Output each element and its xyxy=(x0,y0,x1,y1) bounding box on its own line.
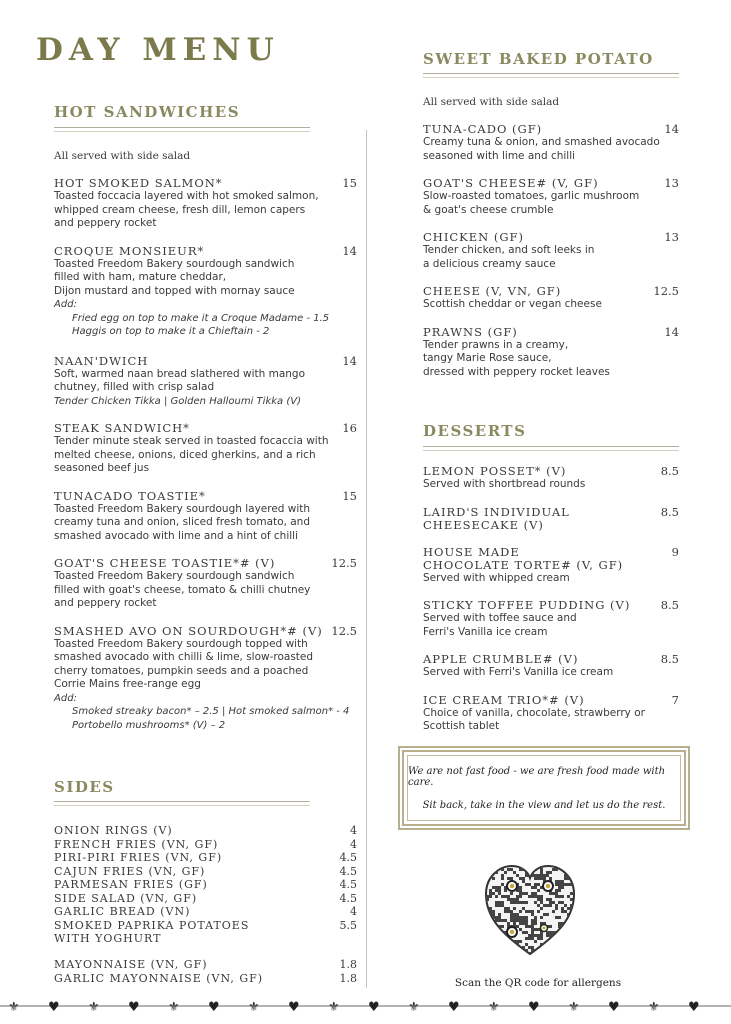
side-item xyxy=(54,878,357,892)
item-description: Toasted Freedom Bakery sourdough sandwich xyxy=(54,570,295,582)
item-variants: Tender Chicken Tikka | Golden Halloumi Tikka (V) xyxy=(54,395,301,407)
item-description: Served with whipped cream xyxy=(423,571,570,584)
item-price: 12.5 xyxy=(331,623,357,638)
item-description: a delicious creamy sauce xyxy=(423,257,556,270)
item-name: SMASHED AVO ON SOURDOUGH*# (V) xyxy=(54,623,323,638)
hot-sandwiches-rule xyxy=(54,127,310,132)
side-item xyxy=(54,824,357,838)
item-name: HOT SMOKED SALMON* xyxy=(54,176,223,190)
item-description: filled with ham, mature cheddar, xyxy=(54,271,227,283)
item-description: seasoned beef jus xyxy=(54,462,150,474)
add-on: Haggis on top to make it a Chieftain - 2 xyxy=(72,326,270,337)
side-item xyxy=(54,838,357,852)
item-name: TUNACADO TOASTIE* xyxy=(54,488,206,503)
item-price: 15 xyxy=(342,488,357,503)
item-description: Scottish tablet xyxy=(423,720,500,732)
menu-item xyxy=(423,326,679,380)
item-name: LAIRD'S INDIVIDUAL xyxy=(423,504,570,519)
item-description: creamy tuna and onion, sliced fresh tomato, and xyxy=(54,516,310,528)
heart-ornament-icon: ♥ xyxy=(528,1000,540,1015)
heart-qr-code-icon[interactable] xyxy=(482,862,578,958)
fleur-de-lis-icon: ⚜ xyxy=(488,1000,500,1015)
item-name: STEAK SANDWICH* xyxy=(54,421,190,435)
desserts-rule xyxy=(423,446,679,451)
item-description: Tender prawns in a creamy, xyxy=(423,338,569,351)
side-price: 4 xyxy=(350,837,357,851)
item-name: NAAN'DWICH xyxy=(54,353,149,368)
item-description: Corrie Mains free-range egg xyxy=(54,678,201,690)
hot-sandwiches-list xyxy=(54,177,357,732)
side-price: 4.5 xyxy=(339,891,357,905)
sides-rule xyxy=(54,801,310,806)
item-description: Toasted Freedom Bakery sourdough topped with xyxy=(54,637,308,650)
menu-item xyxy=(54,177,357,231)
sweet-potato-note: All served with side salad xyxy=(423,96,560,108)
item-description: tangy Marie Rose sauce, xyxy=(423,352,552,364)
decorative-border xyxy=(0,996,731,1016)
fleur-de-lis-icon: ⚜ xyxy=(408,1000,420,1015)
heart-ornament-icon: ♥ xyxy=(288,1000,300,1015)
menu-item xyxy=(423,177,679,217)
menu-item xyxy=(423,465,679,492)
item-description: Served with shortbread rounds xyxy=(423,478,586,490)
item-name: HOUSE MADE xyxy=(423,544,520,559)
add-on: Portobello mushrooms* (V) – 2 xyxy=(72,719,226,731)
sweet-potato-heading: SWEET BAKED POTATO xyxy=(423,50,654,68)
item-price: 12.5 xyxy=(653,284,679,298)
add-on: Smoked streaky bacon* – 2.5 | Hot smoked salmon* - 4 xyxy=(72,706,350,717)
hot-sandwiches-note: All served with side salad xyxy=(54,150,191,162)
item-name: APPLE CRUMBLE# (V) xyxy=(423,652,579,666)
side-item xyxy=(54,958,357,972)
side-name: PARMESAN FRIES (GF) xyxy=(54,878,208,891)
item-description: seasoned with lime and chilli xyxy=(423,149,576,162)
side-name: GARLIC MAYONNAISE (VN, GF) xyxy=(54,971,264,985)
item-price: 8.5 xyxy=(660,652,679,666)
item-description: chutney, filled with crisp salad xyxy=(54,381,215,393)
sweet-potato-list xyxy=(423,123,679,393)
item-description: whipped cream cheese, fresh dill, lemon capers xyxy=(54,203,306,216)
fleur-de-lis-icon: ⚜ xyxy=(8,1000,20,1015)
menu-item xyxy=(423,231,679,271)
item-description: Creamy tuna & onion, and smashed avocado xyxy=(423,136,660,148)
item-description: Scottish cheddar or vegan cheese xyxy=(423,298,602,310)
side-item xyxy=(54,972,357,986)
fleur-de-lis-icon: ⚜ xyxy=(568,1000,580,1015)
heart-ornament-icon: ♥ xyxy=(368,1000,380,1015)
menu-item xyxy=(54,355,357,409)
menu-item xyxy=(54,422,357,476)
item-price: 12.5 xyxy=(331,556,357,570)
side-price: 1.8 xyxy=(339,958,357,971)
heart-ornament-icon: ♥ xyxy=(608,1000,620,1015)
heart-ornament-icon: ♥ xyxy=(48,1000,60,1015)
item-price: 13 xyxy=(664,230,679,244)
item-name: ICE CREAM TRIO*# (V) xyxy=(423,692,585,707)
qr-caption: Scan the QR code for allergens xyxy=(454,977,622,989)
menu-item xyxy=(54,245,357,339)
item-description: Tender chicken, and soft leeks in xyxy=(423,244,595,256)
side-name: FRENCH FRIES (VN, GF) xyxy=(54,837,219,851)
item-name: CHICKEN (GF) xyxy=(423,230,525,244)
side-item xyxy=(54,919,357,933)
side-item xyxy=(54,865,357,879)
item-price: 9 xyxy=(671,544,679,559)
sides-list xyxy=(54,824,357,946)
fleur-de-lis-icon: ⚜ xyxy=(88,1000,100,1015)
fleur-de-lis-icon: ⚜ xyxy=(328,1000,340,1015)
menu-item xyxy=(423,285,679,312)
desserts-list xyxy=(423,465,679,748)
item-name: CHEESE (V, VN, GF) xyxy=(423,284,562,298)
hot-sandwiches-heading: HOT SANDWICHES xyxy=(54,103,241,121)
item-price: 13 xyxy=(664,176,679,190)
heart-ornament-icon: ♥ xyxy=(688,1000,700,1015)
item-description: smashed avocado with lime and a hint of chilli xyxy=(54,529,299,542)
item-description: Slow-roasted tomatoes, garlic mushroom xyxy=(423,190,640,202)
item-description: Choice of vanilla, chocolate, strawberry or xyxy=(423,706,645,719)
item-name: GOAT'S CHEESE# (V, GF) xyxy=(423,176,599,190)
item-price: 8.5 xyxy=(660,598,679,612)
side-item xyxy=(54,905,357,919)
side-item xyxy=(54,851,357,865)
item-description: and peppery rocket xyxy=(54,597,157,609)
item-price: 14 xyxy=(342,243,357,258)
side-name: MAYONNAISE (VN, GF) xyxy=(54,958,208,971)
item-description: Served with Ferri's Vanilla ice cream xyxy=(423,666,614,678)
sauces-list xyxy=(54,958,357,985)
item-description: & goat's cheese crumble xyxy=(423,203,554,216)
menu-item xyxy=(54,625,357,733)
item-description: Dijon mustard and topped with mornay sauce xyxy=(54,284,295,297)
menu-item xyxy=(423,546,679,586)
side-price: 5.5 xyxy=(339,918,357,932)
side-name: GARLIC BREAD (VN) xyxy=(54,905,191,918)
item-description: cherry tomatoes, pumpkin seeds and a poached xyxy=(54,664,309,677)
tagline-line-2: Sit back, take in the view and let us do the rest. xyxy=(422,799,666,811)
item-name: PRAWNS (GF) xyxy=(423,324,518,339)
item-name: CHEESECAKE (V) xyxy=(423,517,544,532)
add-label: Add: xyxy=(54,692,77,704)
item-description: and peppery rocket xyxy=(54,217,157,229)
add-label: Add: xyxy=(54,299,77,310)
item-price: 16 xyxy=(342,421,357,435)
item-description: Toasted Freedom Bakery sourdough sandwich xyxy=(54,257,295,270)
item-name: GOAT'S CHEESE TOASTIE*# (V) xyxy=(54,556,276,570)
side-price: 4.5 xyxy=(339,864,357,878)
item-price: 7 xyxy=(671,692,679,707)
side-name: SMOKED PAPRIKA POTATOES xyxy=(54,918,250,932)
menu-item xyxy=(423,123,679,163)
menu-item xyxy=(423,506,679,532)
item-name: TUNA-CADO (GF) xyxy=(423,122,543,136)
menu-item xyxy=(423,694,679,734)
item-description: Soft, warmed naan bread slathered with mango xyxy=(54,367,306,380)
side-price: 4 xyxy=(350,824,357,837)
heart-ornament-icon: ♥ xyxy=(208,1000,220,1015)
fleur-de-lis-icon: ⚜ xyxy=(248,1000,260,1015)
page-title: DAY MENU xyxy=(36,32,280,68)
side-price: 4.5 xyxy=(339,878,357,891)
item-description: Tender minute steak served in toasted focaccia with xyxy=(54,435,329,447)
side-price: 4 xyxy=(350,905,357,918)
side-item xyxy=(54,932,357,946)
menu-item xyxy=(54,490,357,544)
side-name: PIRI-PIRI FRIES (VN, GF) xyxy=(54,851,223,864)
item-price: 15 xyxy=(342,176,357,190)
item-description: Served with toffee sauce and xyxy=(423,612,577,624)
menu-item xyxy=(423,653,679,680)
side-price: 1.8 xyxy=(339,971,357,985)
item-description: filled with goat's cheese, tomato & chilli chutney xyxy=(54,583,311,596)
item-description: dressed with peppery rocket leaves xyxy=(423,365,610,378)
side-price: 4.5 xyxy=(339,851,357,864)
item-name: LEMON POSSET* (V) xyxy=(423,464,567,478)
item-name: STICKY TOFFEE PUDDING (V) xyxy=(423,598,631,612)
item-name: CHOCOLATE TORTE# (V, GF) xyxy=(423,557,624,572)
item-description: Toasted foccacia layered with hot smoked salmon, xyxy=(54,190,319,202)
menu-item xyxy=(423,599,679,639)
fleur-de-lis-icon: ⚜ xyxy=(168,1000,180,1015)
side-name: WITH YOGHURT xyxy=(54,932,162,945)
heart-ornament-icon: ♥ xyxy=(448,1000,460,1015)
sweet-potato-rule xyxy=(423,73,679,78)
tagline-line-1: We are not fast food - we are fresh food made with care. xyxy=(408,765,666,788)
column-divider xyxy=(366,130,367,988)
add-on: Fried egg on top to make it a Croque Madame - 1.5 xyxy=(72,312,330,324)
fleur-de-lis-icon: ⚜ xyxy=(648,1000,660,1015)
item-price: 8.5 xyxy=(660,504,679,519)
item-price: 14 xyxy=(664,122,679,136)
side-name: ONION RINGS (V) xyxy=(54,824,173,837)
sides-heading: SIDES xyxy=(54,778,115,796)
side-name: SIDE SALAD (VN, GF) xyxy=(54,891,198,905)
item-description: Ferri's Vanilla ice cream xyxy=(423,625,548,638)
item-price: 14 xyxy=(342,353,357,368)
item-description: smashed avocado with chilli & lime, slow-roasted xyxy=(54,651,314,663)
tagline-box xyxy=(398,746,690,830)
item-name: CROQUE MONSIEUR* xyxy=(54,243,205,258)
item-price: 14 xyxy=(664,324,679,339)
desserts-heading: DESSERTS xyxy=(423,422,527,440)
item-description: Toasted Freedom Bakery sourdough layered with xyxy=(54,502,311,515)
heart-ornament-icon: ♥ xyxy=(128,1000,140,1015)
item-price: 8.5 xyxy=(660,464,679,478)
side-item xyxy=(54,892,357,906)
side-name: CAJUN FRIES (VN, GF) xyxy=(54,864,206,878)
menu-item xyxy=(54,557,357,611)
item-description: melted cheese, onions, diced gherkins, and a rich xyxy=(54,448,316,461)
